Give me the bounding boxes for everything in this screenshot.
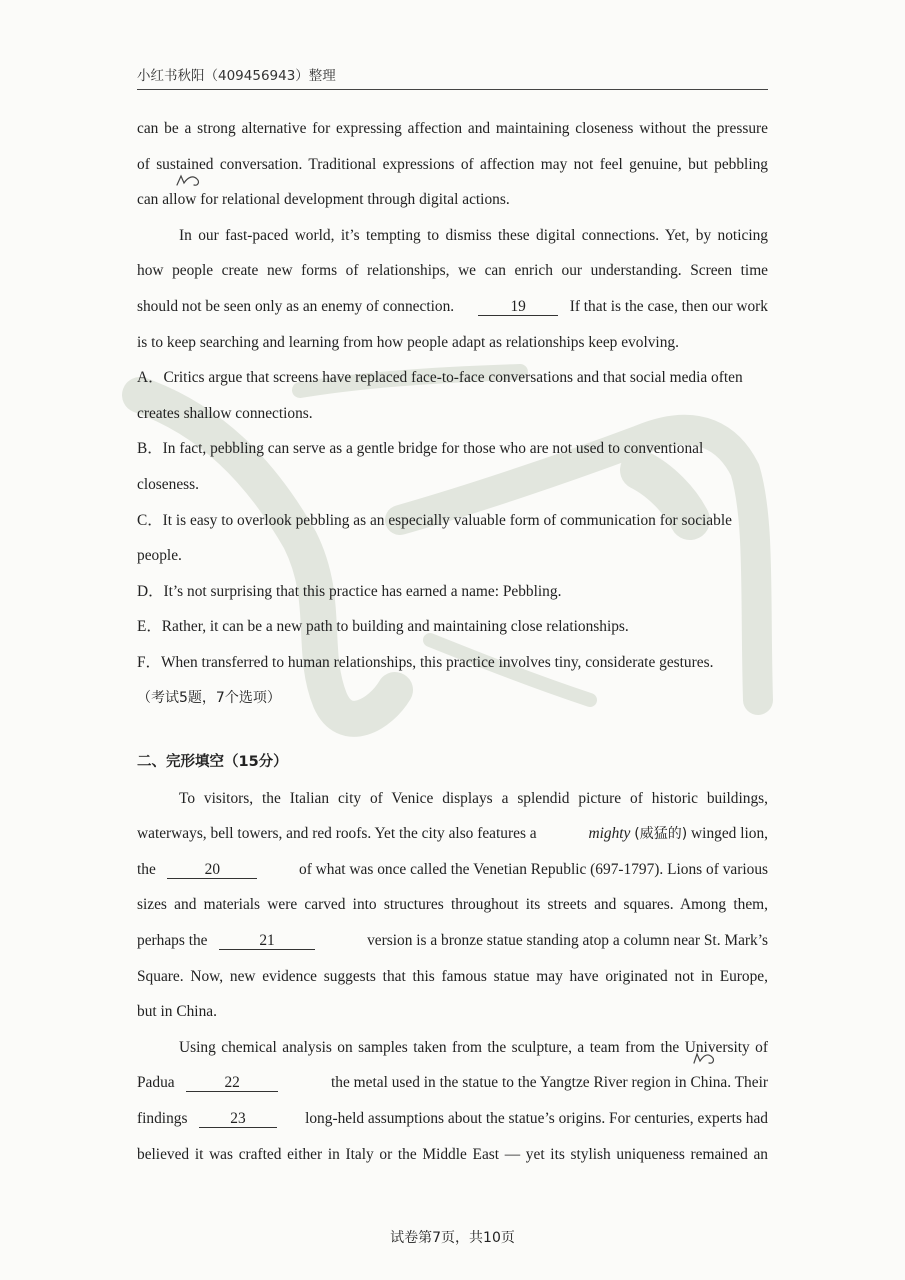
page-header: 小红书秋阳（409456943）整理 [137,64,768,90]
gloss: (威猛的) [634,826,688,843]
italic-word: mighty [588,825,631,843]
text-line: believed it was crafted either in Italy or the Middle East — yet its stylish uniqueness remained an [137,1145,768,1163]
option-f: F．When transferred to human relationships, this practice involves tiny, considerate gestures. [137,653,714,671]
section-title: 二、完形填空（15分） [137,754,288,771]
text-line-with-blank [137,289,768,325]
text-line: Square. Now, new evidence suggests that this famous statue may have originated not in Europe, [137,967,768,985]
text-line: of sustained conversation. Traditional expressions of affection may not feel genuine, but pebbling [137,155,768,173]
spacer [137,716,768,745]
option-c-cont: people. [137,547,182,565]
blank-23[interactable]: 23 [199,1110,277,1128]
text-line-with-blank [137,923,768,959]
option-a: A．Critics argue that screens have replaced face-to-face conversations and that social media often [137,369,743,387]
text-line: Using chemical analysis on samples taken from the sculpture, a team from the University of [179,1038,768,1056]
blank-22[interactable]: 22 [186,1074,278,1092]
text-line: how people create new forms of relationships, we can enrich our understanding. Screen time [137,262,768,280]
text-segment: winged lion, [691,825,768,843]
text-line: To visitors, the Italian city of Venice displays a splendid picture of historic buildings, [179,789,768,807]
section-2 [137,745,768,1172]
option-e: E．Rather, it can be a new path to building and maintaining close relationships. [137,618,629,636]
text-segment: Padua [137,1074,175,1092]
option-b: B．In fact, pebbling can serve as a gentle bridge for those who are not used to conventional [137,440,704,458]
text-segment: the [137,860,156,878]
text-line: can allow for relational development through digital actions. [137,191,510,209]
text-segment: of what was once called the Venetian Republic (697-1797). Lions of various [299,860,768,878]
option-b-cont: closeness. [137,475,199,493]
text-segment: If that is the case, then our work [569,297,768,315]
handwritten-mark-icon [692,1051,718,1067]
text-segment: the metal used in the statue to the Yangtze River region in China. Their [331,1074,768,1092]
handwritten-mark-icon [175,173,205,189]
option-d: D．It’s not surprising that this practice has earned a name: Pebbling. [137,582,562,600]
exam-note: （考试5题，7个选项） [137,689,281,706]
text-line-with-blank [137,1101,768,1137]
text-line-with-blank [137,1065,768,1101]
text-line: can be a strong alternative for expressing affection and maintaining closeness without the pressure [137,120,768,137]
text-segment: should not be seen only as an enemy of connection. [137,297,455,315]
page-content [137,111,768,1172]
text-segment: findings [137,1110,188,1128]
page-footer: 试卷第7页，共10页 [390,1230,515,1246]
passage-end [137,111,768,218]
blank-19[interactable]: 19 [478,298,558,316]
text-segment: long-held assumptions about the statue’s origins. For centuries, experts had [305,1110,768,1128]
text-line-with-blank [137,852,768,888]
blank-21[interactable]: 21 [219,932,315,950]
option-c: C．It is easy to overlook pebbling as an especially valuable form of communication for sociable [137,511,732,529]
text-line: sizes and materials were carved into structures throughout its streets and squares. Among them, [137,896,768,914]
text-segment: waterways, bell towers, and red roofs. Yet the city also features a [137,825,537,843]
option-a-cont: creates shallow connections. [137,404,313,422]
text-line-with-gloss [137,816,768,852]
text-line: In our fast-paced world, it’s tempting to dismiss these digital connections. Yet, by noticing [179,226,768,244]
blank-20[interactable]: 20 [167,861,257,879]
text-line: but in China. [137,1003,217,1021]
paragraph-2 [137,218,768,360]
text-line: is to keep searching and learning from how people adapt as relationships keep evolving. [137,333,679,351]
options-list [137,360,768,716]
text-segment: perhaps the [137,932,208,950]
text-segment: version is a bronze statue standing atop a column near St. Mark’s [367,932,768,950]
